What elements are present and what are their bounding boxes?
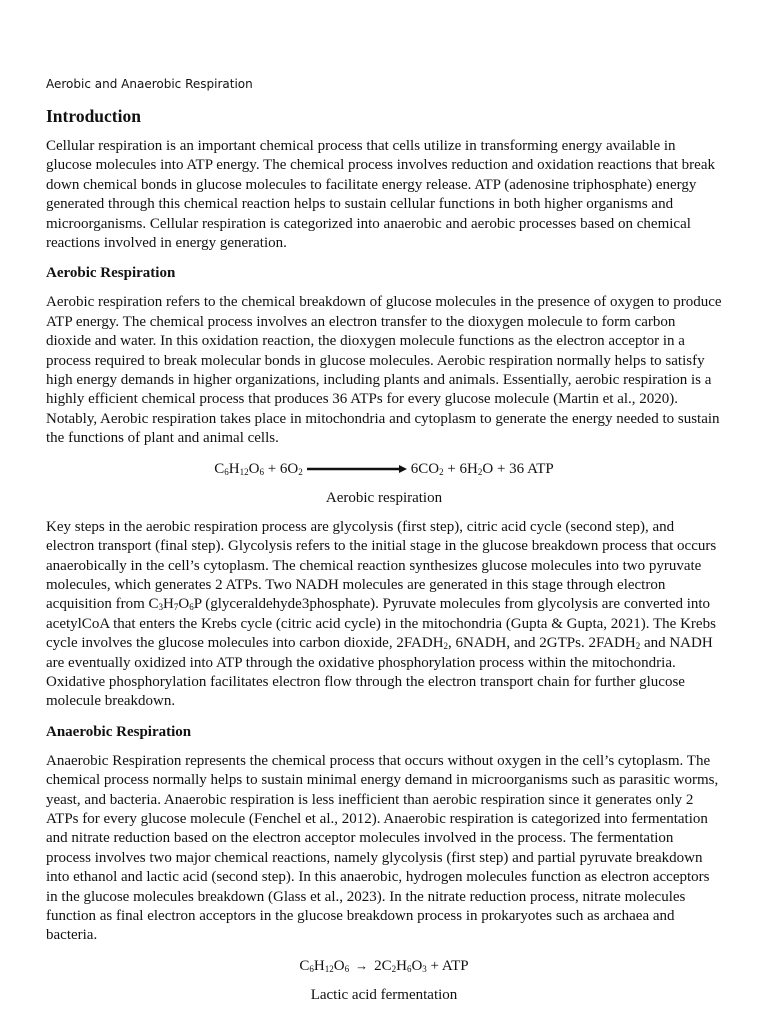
document-body — [46, 104, 722, 1015]
aerobic-equation-caption: Aerobic respiration — [325, 489, 443, 506]
anaerobic-equation — [46, 956, 722, 976]
intro-paragraph: Cellular respiration is an important chemical process that cells utilize in transforming energy available in glucose molecules into ATP energy. The chemical process involves reduction and oxidation reactions that break down chemical bonds in glucose molecules to facilitate energy release. ATP (adenosine triphosphate) energy generated through this chemical reaction helps to sustain cellular functions in both higher organisms and microorganisms. Cellular respiration is categorized into anaerobic and aerobic processes based on chemical reactions involved in energy generation. — [46, 138, 715, 252]
equation-products: $2C_2H_6O_3$ + ATP — [374, 957, 469, 974]
section-heading-anaerobic: Anaerobic Respiration — [46, 723, 192, 740]
aerobic-equation — [46, 459, 722, 479]
aerobic-paragraph-2: Key steps in the aerobic respiration process are glycolysis (first step), citric acid cycle (second step), and electron transport (final step). Glycolysis refers to the initial stage in the glucose breakdown process that occurs anaerobically in the cell’s cytoplasm. The chemical reaction synthesizes glucose molecules into two pyruvate molecules, which generates 2 ATPs. Two NADH molecules are generated in this stage through electron acquisition from $C_3H_7O_6P$ (glyceraldehyde3phosphate). Pyruvate molecules from glycolysis are converted into acetylCoA that enters the Krebs cycle (citric acid cycle) in the mitochondria (Gupta & Gupta, 2021). The Krebs cycle involves the glucose molecules into carbon dioxide, $2FADH_2$, 6NADH, and 2GTPs. $2FADH_2$ and NADH are eventually oxidized into ATP through the oxidative phosphorylation process within the mitochondria. Oxidative phosphorylation facilitates electron flow through the electron transport chain for further glucose molecule breakdown. — [46, 518, 717, 710]
section-heading-introduction: Introduction — [46, 106, 141, 126]
equation-products: $6CO_2 + 6H_2O + 36$ ATP — [410, 460, 554, 477]
reaction-arrow-icon: → — [355, 957, 369, 973]
anaerobic-paragraph: Anaerobic Respiration represents the chemical process that occurs without oxygen in the cell’s cytoplasm. The chemical process normally helps to sustain minimal energy demand in microorganisms such as parasitic worms, yeast, and bacteria. Anaerobic respiration is less inefficient than aerobic respiration since it generates only 2 ATPs for every glucose molecule (Fenchel et al., 2012). Anaerobic respiration is categorized into fermentation and nitrate reduction based on the electron acceptor molecules involved in the process. The fermentation process involves two major chemical reactions, namely glycolysis (first step) and partial pyruvate breakdown into ethanol and lactic acid (second step). In this anaerobic, hydrogen molecules function as electron acceptors in the glucose molecules breakdown (Glass et al., 2023). In the nitrate reduction process, nitrate molecules function as final electron acceptors in the glucose breakdown process in prokaryotes such as archaea and bacteria. — [46, 752, 719, 944]
anaerobic-equation-caption: Lactic acid fermentation — [310, 986, 458, 1003]
section-heading-aerobic: Aerobic Respiration — [46, 265, 176, 282]
aerobic-paragraph-1: Aerobic respiration refers to the chemical breakdown of glucose molecules in the presence of oxygen to produce ATP energy. The chemical process involves an electron transfer to the dioxygen molecule to form carbon dioxide and water. In this oxidation reaction, the dioxygen molecule functions as the electron acceptor in a process required to break molecular bonds in glucose molecules. Aerobic respiration normally helps to satisfy high energy demands in higher organizations, including plants and animals. Essentially, aerobic respiration is a highly efficient chemical process that produces 36 ATPs for every glucose molecule (Martin et al., 2020). Notably, Aerobic respiration takes place in mitochondria and cytoplasm to generate the energy needed to sustain the functions of plant and animal cells. — [46, 294, 722, 447]
equation-reactants: $C_6H_{12}O_6 + 6O_2$ — [214, 460, 303, 477]
reaction-arrow-icon — [307, 464, 407, 474]
running-header: Aerobic and Anaerobic Respiration — [46, 77, 253, 91]
equation-reactants: $C_6H_{12}O_6$ — [299, 957, 350, 974]
